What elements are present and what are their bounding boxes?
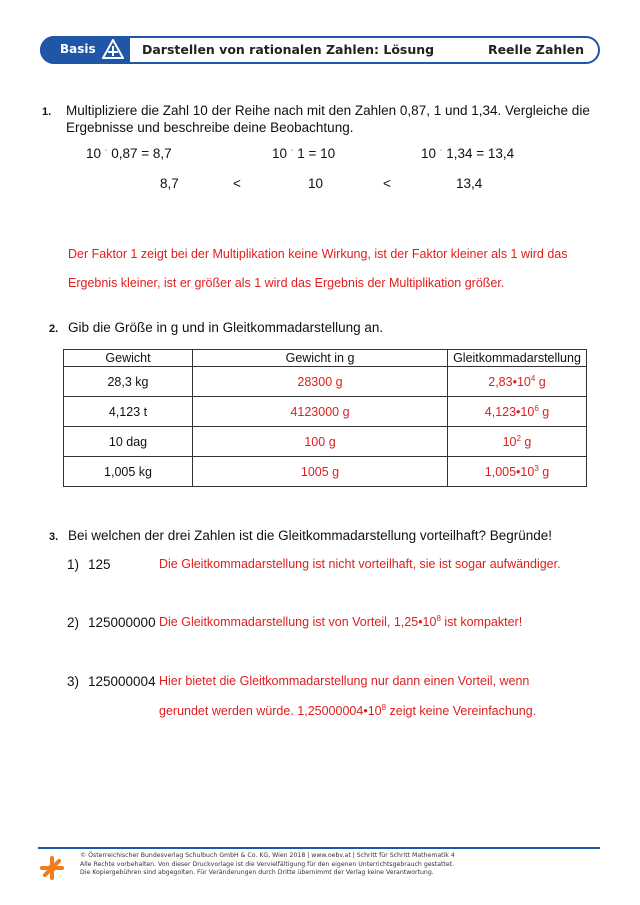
task-2-text: Gib die Größe in g und in Gleitkommadarstellung an. — [68, 320, 384, 335]
column-header-float: Gleitkommadarstellung — [448, 350, 587, 367]
table-row — [64, 367, 587, 397]
item-3-label: 3) — [67, 674, 80, 689]
cell-float: $2,83•10^4$ g — [448, 367, 587, 397]
equation-1 — [86, 146, 172, 161]
worksheet-title: Darstellen von rationalen Zahlen: Lösung — [142, 42, 435, 57]
item-3-answer-line2: gerundet werden würde. $1,25000004•10^8$ zeigt keine Vereinfachung. — [159, 702, 537, 718]
cell-float: $10^2$ g — [448, 427, 587, 457]
cell-grams: 100 g — [193, 427, 448, 457]
cell-weight: 4,123 t — [64, 397, 193, 427]
equation-2-rest: 1 = 10 — [297, 146, 336, 161]
logo-label: Basis — [60, 42, 96, 56]
equation-3-rest: 1,34 = 13,4 — [446, 146, 515, 161]
task-1-answer-line2: Ergebnis kleiner, ist er größer als 1 wird das Ergebnis der Multiplikation größer. — [68, 276, 505, 290]
cell-weight: 10 dag — [64, 427, 193, 457]
item-2-label: 2) — [67, 615, 80, 630]
equation-2-factor: 10 — [272, 146, 288, 161]
equation-3-dot: · — [439, 145, 443, 155]
item-1-answer: Die Gleitkommadarstellung ist nicht vorteilhaft, sie ist sogar aufwändiger. — [159, 557, 561, 571]
footer-copyright — [80, 852, 455, 878]
weight-table — [63, 349, 587, 487]
topic-label: Reelle Zahlen — [487, 42, 584, 57]
task-2-number: 2. — [49, 323, 59, 335]
triangle-logo-icon — [102, 39, 124, 59]
cell-weight: 28,3 kg — [64, 367, 193, 397]
item-3-answer-line1: Hier bietet die Gleitkommadarstellung nur dann einen Vorteil, wenn — [159, 674, 530, 688]
footer-line3: Die Kopiergebühren sind abgegolten. Für Veränderungen durch Dritte übernimmt der Verlag keine Verantwortung. — [80, 869, 434, 876]
equation-1-rest: 0,87 = 8,7 — [111, 146, 172, 161]
item-2-answer: Die Gleitkommadarstellung ist von Vorteil, $1,25•10^8$ ist kompakter! — [159, 613, 523, 629]
equation-3-factor: 10 — [421, 146, 437, 161]
table-row — [64, 457, 587, 487]
footer-line2: Alle Rechte vorbehalten. Von dieser Druckvorlage ist die Vervielfältigung für den eigenen Unterrichtsgebrauch gestattet. — [80, 860, 455, 868]
item-2-value: 125000000 — [88, 615, 156, 630]
cell-weight: 1,005 kg — [64, 457, 193, 487]
column-header-weight: Gewicht — [64, 350, 193, 367]
publisher-logo-icon — [38, 854, 66, 882]
task-1-text-line1: Multipliziere die Zahl 10 der Reihe nach mit den Zahlen 0,87, 1 und 1,34. Vergleiche die — [66, 103, 590, 118]
cell-float: $4,123•10^6$ g — [448, 397, 587, 427]
cell-float: $1,005•10^3$ g — [448, 457, 587, 487]
table-row — [64, 397, 587, 427]
comparison-value-1: 8,7 — [160, 176, 179, 191]
equation-2-dot: · — [290, 145, 294, 155]
equation-2 — [272, 146, 335, 161]
task-1-answer-line1: Der Faktor 1 zeigt bei der Multiplikation keine Wirkung, ist der Faktor kleiner als 1 wird das — [68, 247, 568, 261]
comparison-operator-1: < — [233, 176, 241, 191]
basis-logo — [40, 36, 130, 64]
item-1-label: 1) — [67, 557, 80, 572]
footer-line1: © Österreichischer Bundesverlag Schulbuch GmbH & Co. KG, Wien 2018 | www.oebv.at | Schritt für Schritt Mathematik 4 — [80, 852, 455, 859]
table-header-row — [64, 350, 587, 367]
cell-grams: 28300 g — [193, 367, 448, 397]
task-3-text: Bei welchen der drei Zahlen ist die Gleitkommadarstellung vorteilhaft? Begründe! — [68, 528, 553, 543]
equation-1-factor: 10 — [86, 146, 102, 161]
task-1-text-line2: Ergebnisse und beschreibe deine Beobachtung. — [66, 120, 354, 135]
item-1-value: 125 — [88, 557, 111, 572]
equation-3 — [421, 146, 514, 161]
comparison-value-3: 13,4 — [456, 176, 483, 191]
task-3-number: 3. — [49, 531, 59, 543]
footer-divider — [38, 847, 600, 849]
comparison-value-2: 10 — [308, 176, 324, 191]
comparison-operator-2: < — [383, 176, 391, 191]
equation-1-dot: · — [104, 145, 108, 155]
cell-grams: 4123000 g — [193, 397, 448, 427]
item-3-value: 125000004 — [88, 674, 156, 689]
cell-grams: 1005 g — [193, 457, 448, 487]
task-1-number: 1. — [42, 106, 52, 118]
table-row — [64, 427, 587, 457]
page-header — [40, 36, 600, 64]
column-header-grams: Gewicht in g — [193, 350, 448, 367]
